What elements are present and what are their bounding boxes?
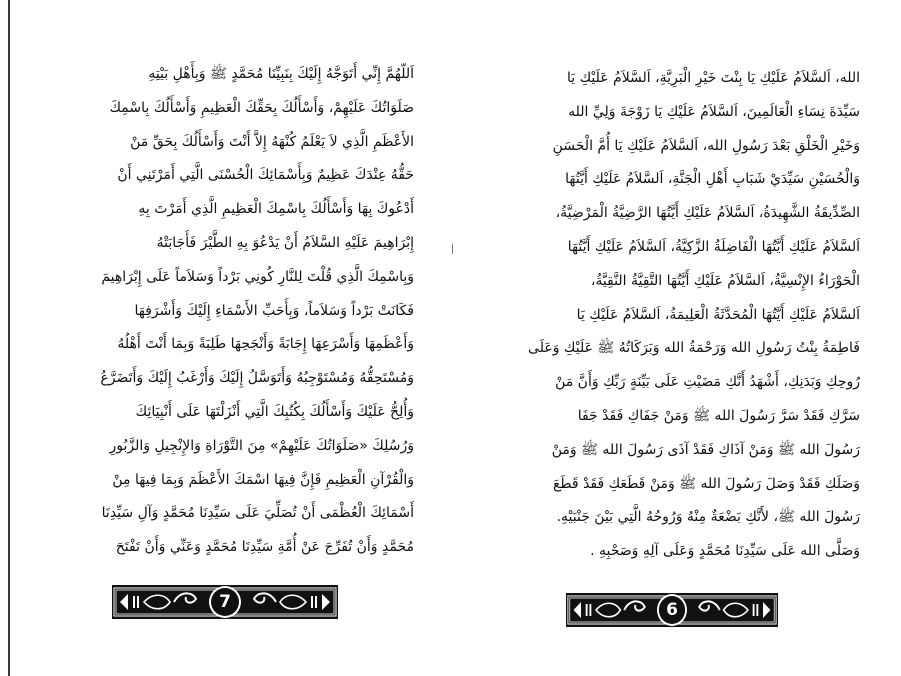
text-line: وَالْقُرْآنِ الْعَظِيمِ فَإِنَّ فِيهَا اسْمَكَ الأَعْظَمَ وَبِمَا فِيهَا مِنْ bbox=[112, 471, 414, 488]
text-line: رَسُولَ الله ﷺ، لأَنَّكِ بَضْعَةٌ مِنْهُ وَرُوحُهُ الَّتِي بَيْنَ جَنْبَيْهِ. bbox=[556, 509, 860, 526]
text-line: أَدْعُوكَ بِهَا وَأَسْأَلُكَ بِاسْمِكَ الْعَظِيمِ الَّذِي أَمَرْتَ بِهِ bbox=[138, 201, 414, 218]
text-line: سَيِّدَةَ نِسَاءِ الْعَالَمِينَ، اَلسَّلاَمُ عَلَيْكِ يَا زَوْجَةَ وَلِيِّ الله bbox=[568, 103, 860, 120]
text-line: أَسْمَائِكَ الْعُظْمَى أَنْ تُصَلِّيَ عَلَى سَيِّدِنَا مُحَمَّدٍ وَآلِ سَيِّدِنَا bbox=[101, 505, 414, 522]
text-line: إِبْرَاهِيمَ عَلَيْهِ السَّلاَمُ أَنْ يَدْعُوَ بِهِ الطَّيْرَ فَأَجَابَتْهُ bbox=[156, 234, 414, 251]
text-line: وَأُلِحُّ عَلَيْكَ وَأَسْأَلُكَ بِكُتُبِكَ الَّتِي أَنْزَلْتَهَا عَلَى أَنْبِيَائِكَ bbox=[135, 403, 414, 420]
text-line: فَكَانَتْ بَرْداً وَسَلاَماً، وَبِأَحَبِّ الأَسْمَاءِ إِلَيْكَ وَأَشْرَفِهَا bbox=[134, 302, 414, 319]
page-number: 7 bbox=[219, 592, 231, 612]
text-line: وَالْحُسَيْنِ سَيِّدَيْ شَبَابِ أَهْلِ الْجَنَّةِ، اَلسَّلاَمُ عَلَيْكِ أَيَّتُهَا bbox=[565, 171, 860, 188]
page-number: 6 bbox=[666, 600, 678, 620]
text-line: وَصَلَكِ فَقَدْ وَصَلَ رَسُولَ الله ﷺ وَمَنْ قَطَعَكِ فَقَدْ قَطَعَ bbox=[552, 475, 860, 492]
text-line: الصِّدِّيقَةُ الشَّهِيدَةُ، اَلسَّلاَمُ عَلَيْكِ أَيَّتُهَا الرَّضِيَّةُ الْمَرْضِيَّةُ، bbox=[555, 205, 860, 222]
text-line: سَرَّكِ فَقَدْ سَرَّ رَسُولَ الله ﷺ وَمَنْ جَفَاكِ فَقَدْ جَفَا bbox=[577, 407, 860, 424]
text-line: اَلسَّلاَمُ عَلَيْكِ أَيَّتُهَا الْمُحَدَّثَةُ الْعَلِيمَةُ، اَلسَّلاَمُ عَلَيْكِ يَا bbox=[576, 306, 860, 323]
text-line: الأَعْظَمِ الَّذِي لاَ يَعْلَمُ كُنْهَهُ إِلاَّ أَنْتَ وَأَسْأَلُكَ بِحَقِّ مَنْ bbox=[130, 133, 414, 150]
left-page-text bbox=[44, 58, 414, 565]
text-line: رُوحِكِ وَبَدَنِكِ، أَشْهَدُ أَنَّكِ مَضَيْتِ عَلَى بَيِّنَةٍ رَبِّكِ وَأَنَّ مَنْ bbox=[555, 374, 860, 391]
spine-mark bbox=[452, 244, 453, 254]
right-page-text bbox=[490, 62, 860, 569]
text-line: رَسُولَ الله ﷺ وَمَنْ آذَاكِ فَقَدْ آذَى رَسُولَ الله ﷺ وَمَنْ bbox=[551, 441, 860, 458]
right-page-number-ornament bbox=[566, 593, 778, 627]
text-line: وَصَلَّى الله عَلَى سَيِّدِنَا مُحَمَّدٍ وَعَلَى آلِهِ وَصَحْبِهِ . bbox=[590, 543, 860, 560]
text-line: مُحَمَّدٍ وَأَنْ تُفَرِّجَ عَنْ أُمَّةِ سَيِّدِنَا مُحَمَّدٍ وَعَنِّي وَأَنْ تَفْتَحَ bbox=[115, 539, 414, 556]
text-line: وَخَيْرِ الْخَلْقِ بَعْدَ رَسُولِ الله، اَلسَّلاَمُ عَلَيْكِ يَا أُمَّ الْحَسَنِ bbox=[552, 137, 860, 154]
text-line: اَلسَّلاَمُ عَلَيْكِ أَيَّتُهَا الْفَاضِلَةُ الزَّكِيَّةُ، اَلسَّلاَمُ عَلَيْكِ أَيَّتُهَا bbox=[567, 238, 860, 255]
text-line: وَمُسْتَحِقُّهُ وَمُسْتَوْجِبُهُ وَأَتَوَسَّلُ إِلَيْكَ وَأَرْغَبُ إِلَيْكَ وَأَتَضَرَّعُ bbox=[100, 370, 414, 387]
text-line: حَقُّهُ عِنْدَكَ عَظِيمٌ وَبِأَسْمَائِكَ الْحُسْنَى الَّتِي أَمَرْتَنِي أَنْ bbox=[117, 167, 414, 184]
left-page-number-ornament bbox=[112, 585, 338, 619]
page-edge-line bbox=[8, 0, 10, 676]
text-line: فَاطِمَةُ بِنْتُ رَسُولِ الله وَرَحْمَةُ الله وَبَرَكَاتُهُ ﷺ عَلَيْكِ وَعَلَى bbox=[528, 340, 860, 357]
text-line: اَللّهُمَّ إِنِّي أَتَوَجَّهُ إِلَيْكَ بِنَبِيِّنَا مُحَمَّدٍ ﷺ وَبِأَهْلِ بَيْتِهِ bbox=[148, 66, 414, 82]
text-line: وَبِاسْمِكَ الَّذِي قُلْتَ لِلنَّارِ كُونِي بَرْداً وَسَلاَماً عَلَى إِبْرَاهِيمَ bbox=[101, 268, 414, 285]
text-line: صَلَوَاتُكَ عَلَيْهِمْ، وَأَسْأَلُكَ بِحَقِّكَ الْعَظِيمِ وَأَسْأَلُكَ بِاسْمِكَ bbox=[109, 99, 414, 116]
text-line: وَأَعْظَمِهَا وَأَسْرَعِهَا إِجَابَةً وَأَنْجَحِهَا طَلِبَةً وَبِمَا أَنْتَ أَهْلُهُ bbox=[117, 336, 414, 353]
text-line: الْحَوْرَاءُ الإِنْسِيَّةُ، اَلسَّلاَمُ عَلَيْكِ أَيَّتُهَا التَّقِيَّةُ النَّقِيَّةُ، bbox=[590, 272, 860, 289]
text-line: وَرُسُلِكَ «صَلَوَاتُكَ عَلَيْهِمْ» مِنَ التَّوْرَاةِ وَالإِنْجِيلِ وَالزَّبُورِ bbox=[109, 437, 414, 454]
text-line: الله، اَلسَّلاَمُ عَلَيْكِ يَا بِنْتَ خَيْرِ الْبَرِيَّةِ، اَلسَّلاَمُ عَلَيْكِ يَا bbox=[566, 70, 860, 86]
